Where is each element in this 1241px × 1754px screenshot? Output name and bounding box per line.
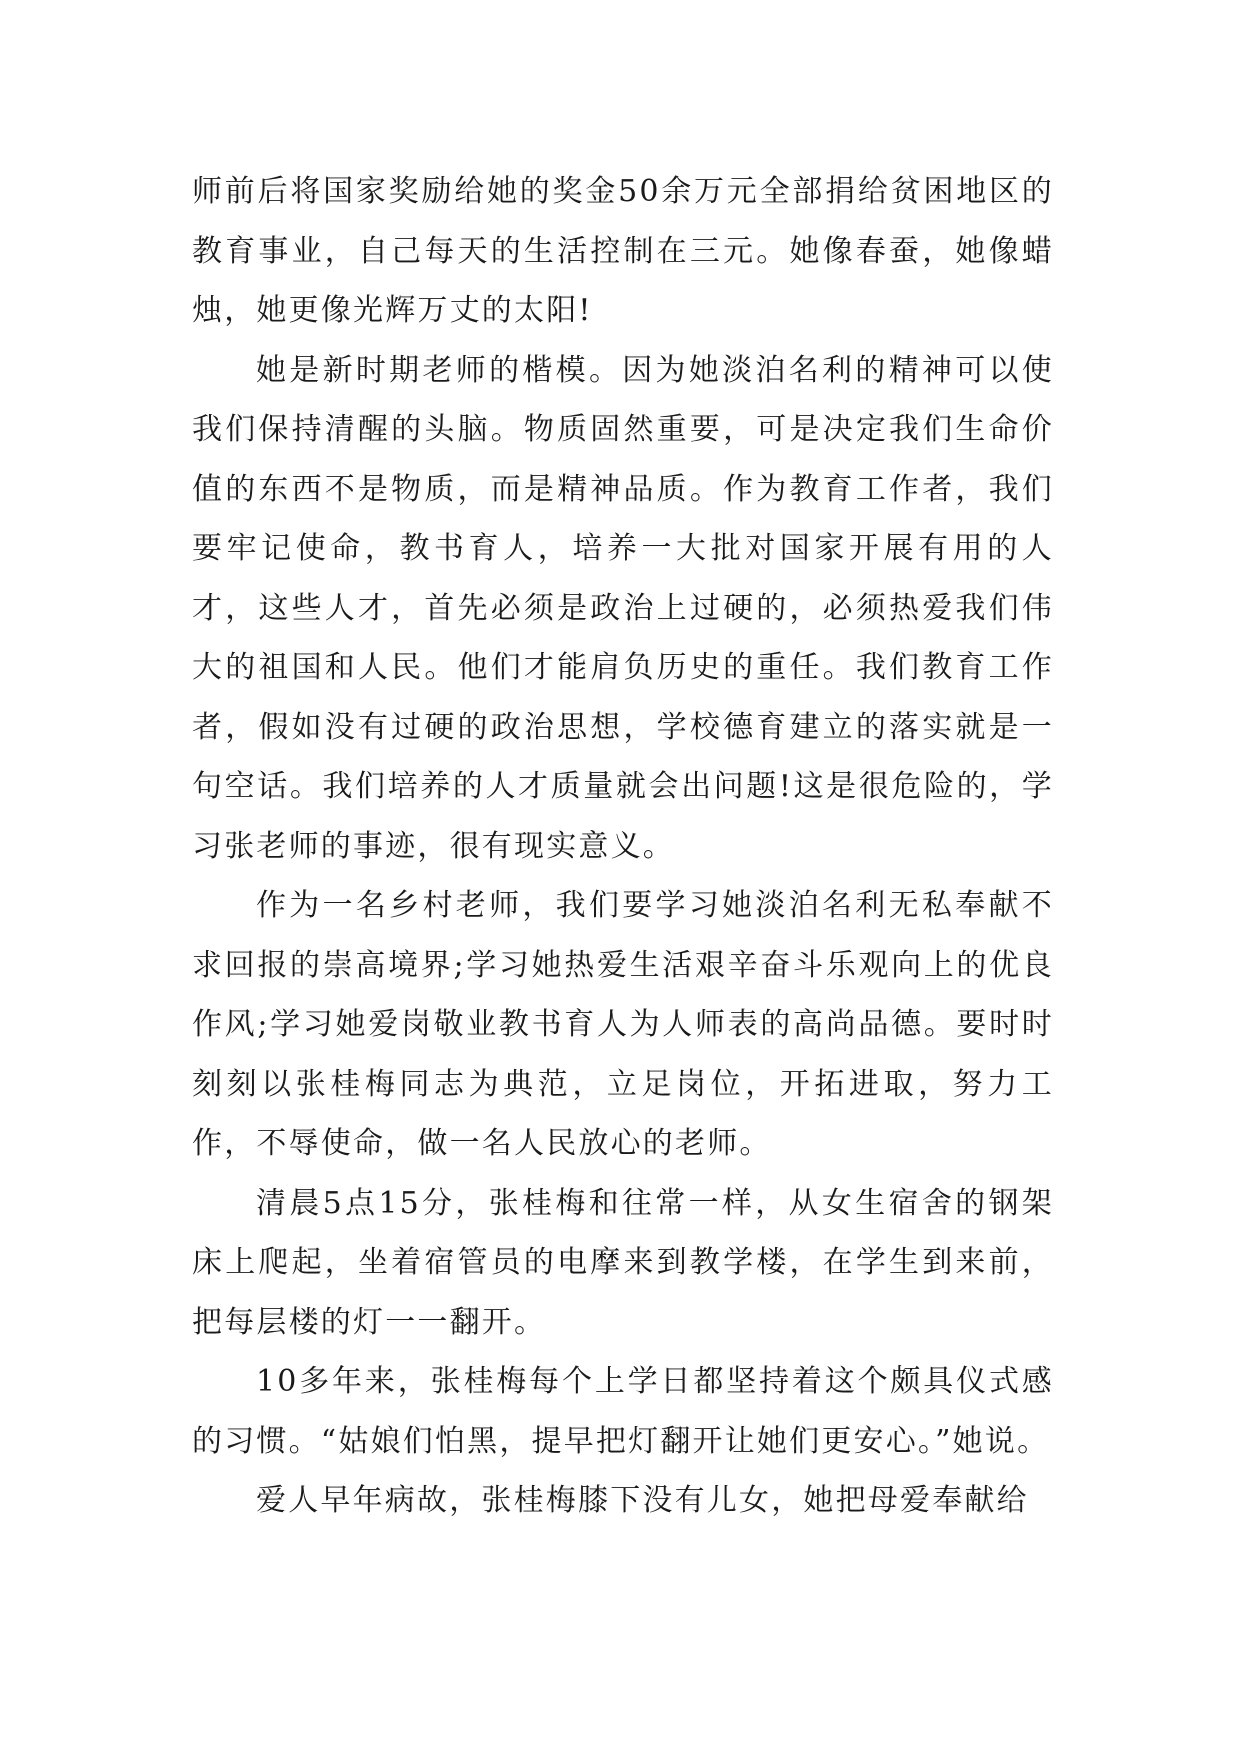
- paragraph-4: 清晨5点15分，张桂梅和往常一样，从女生宿舍的钢架床上爬起，坐着宿管员的电摩来到教学楼，在学生到来前，把每层楼的灯一一翻开。: [192, 1185, 1054, 1340]
- document-body: [192, 162, 1054, 1531]
- paragraph-1: 师前后将国家奖励给她的奖金50余万元全部捐给贫困地区的教育事业，自己每天的生活控制在三元。她像春蚕，她像蜡烛，她更像光辉万丈的太阳!: [192, 174, 1054, 328]
- paragraph-5: 10多年来，张桂梅每个上学日都坚持着这个颇具仪式感的习惯。“姑娘们怕黑，提早把灯翻开让她们更安心。”她说。: [192, 1364, 1054, 1459]
- paragraph-3: 作为一名乡村老师，我们要学习她淡泊名利无私奉献不求回报的崇高境界;学习她热爱生活艰辛奋斗乐观向上的优良作风;学习她爱岗敬业教书育人为人师表的高尚品德。要时时刻刻以张桂梅同志为典范，立足岗位，开拓进取，努力工作，不辱使命，做一名人民放心的老师。: [192, 888, 1054, 1161]
- paragraph-6: 爱人早年病故，张桂梅膝下没有儿女，她把母爱奉献给: [256, 1483, 1029, 1518]
- paragraph-2: 她是新时期老师的楷模。因为她淡泊名利的精神可以使我们保持清醒的头脑。物质固然重要，可是决定我们生命价值的东西不是物质，而是精神品质。作为教育工作者，我们要牢记使命，教书育人，培养一大批对国家开展有用的人才，这些人才，首先必须是政治上过硬的，必须热爱我们伟大的祖国和人民。他们才能肩负历史的重任。我们教育工作者，假如没有过硬的政治思想，学校德育建立的落实就是一句空话。我们培养的人才质量就会出问题!这是很危险的，学习张老师的事迹，很有现实意义。: [192, 352, 1054, 864]
